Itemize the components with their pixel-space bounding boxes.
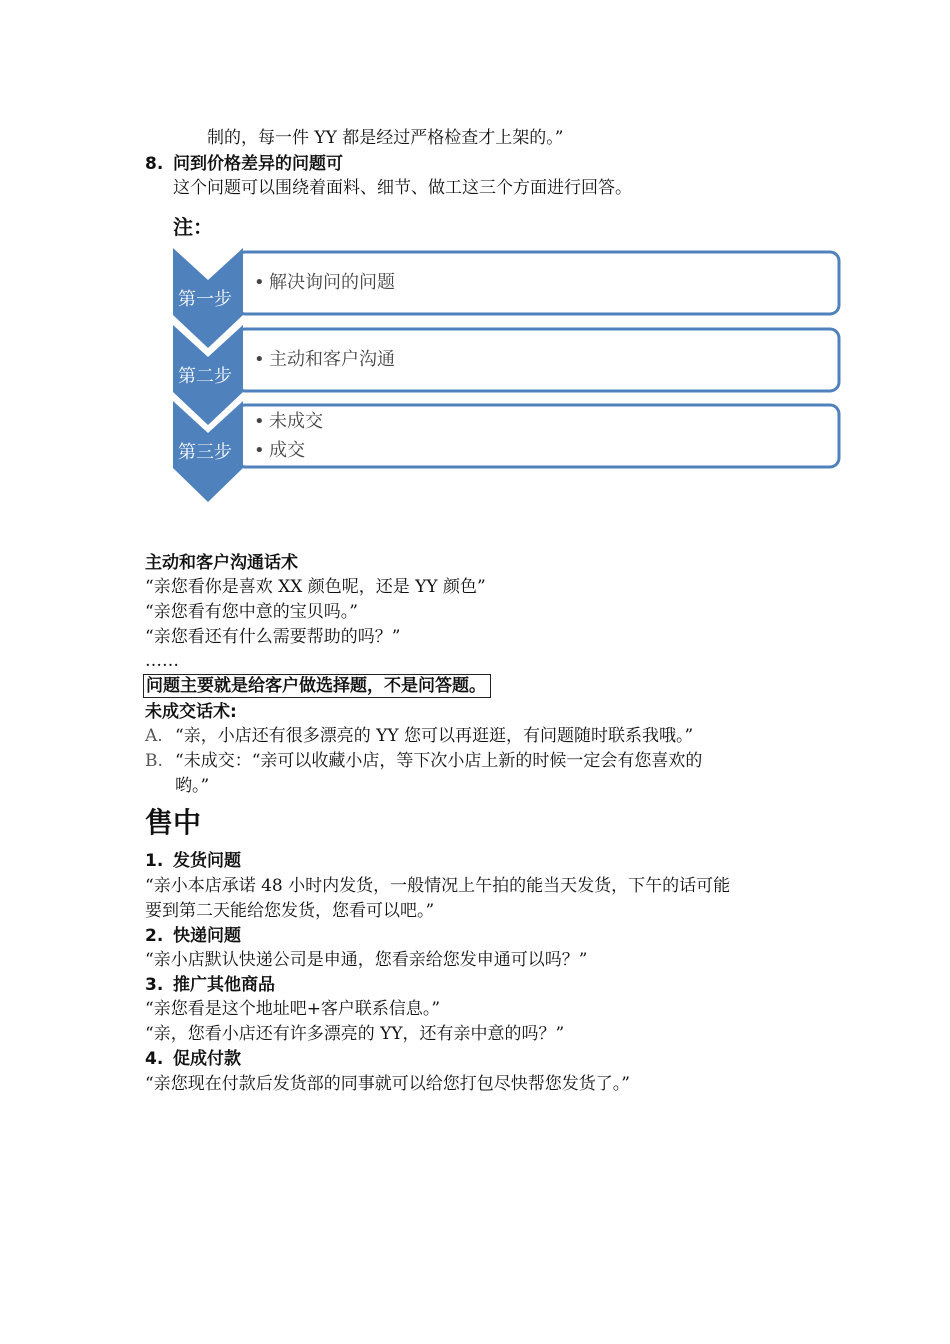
step1-bullet-1-text: 解决询问的问题 xyxy=(269,272,395,293)
item8-title: 问到价格差异的问题可 xyxy=(173,154,343,174)
item1-number: 1. xyxy=(145,851,164,871)
comm-line-2: “亲您看有您中意的宝贝吗。” xyxy=(145,602,358,622)
step3-bullet-1: • xyxy=(254,411,265,432)
comm-line-1: “亲您看你是喜欢 XX 颜色呢，还是 YY 颜色” xyxy=(145,577,486,597)
item2-title: 快递问题 xyxy=(173,926,241,946)
section-title: 售中 xyxy=(145,806,202,839)
step3-box xyxy=(236,405,839,467)
nodeal-heading: 未成交话术: xyxy=(145,702,237,722)
item1-title: 发货问题 xyxy=(173,851,241,871)
nodeal-b-text-1: “未成交：“亲可以收藏小店，等下次小店上新的时候一定会有您喜欢的 xyxy=(175,751,703,771)
step1-bullet-1: • xyxy=(254,272,265,293)
step3-bullet-1-text: 未成交 xyxy=(269,411,323,432)
steps-diagram xyxy=(170,245,850,510)
step3-bullet-2: • xyxy=(254,440,265,461)
item3-line-1: “亲您看是这个地址吧+客户联系信息。” xyxy=(145,999,441,1019)
nodeal-a-text: “亲，小店还有很多漂亮的 YY 您可以再逛逛，有问题随时联系我哦。” xyxy=(175,726,694,746)
item4-number: 4. xyxy=(145,1049,164,1069)
nodeal-a-marker: A. xyxy=(145,726,163,746)
nodeal-b-text-2: 哟。” xyxy=(175,776,210,796)
comm-line-3: “亲您看还有什么需要帮助的吗？” xyxy=(145,627,401,647)
item8-number: 8. xyxy=(145,154,164,174)
item8-desc: 这个问题可以围绕着面料、细节、做工这三个方面进行回答。 xyxy=(173,178,632,198)
step3-bullet-2-text: 成交 xyxy=(269,440,305,461)
item1-line-2: 要到第二天能给您发货，您看可以吧。” xyxy=(145,901,435,921)
item2-number: 2. xyxy=(145,926,164,946)
note-label: 注： xyxy=(173,215,213,239)
comm-heading: 主动和客户沟通话术 xyxy=(145,553,298,573)
item3-title: 推广其他商品 xyxy=(173,975,275,995)
item3-number: 3. xyxy=(145,975,164,995)
step2-bullet-1-text: 主动和客户沟通 xyxy=(269,349,395,370)
item4-line-1: “亲您现在付款后发货部的同事就可以给您打包尽快帮您发货了。” xyxy=(145,1074,630,1094)
item4-title: 促成付款 xyxy=(173,1049,241,1069)
step2-bullet-1: • xyxy=(254,349,265,370)
item2-line-1: “亲小店默认快递公司是申通，您看亲给您发申通可以吗？” xyxy=(145,950,588,970)
comm-line-4: …… xyxy=(145,651,179,671)
step1-label: 第一步 xyxy=(178,289,232,310)
nodeal-b-marker: B. xyxy=(145,751,163,771)
item3-line-2: “亲，您看小店还有许多漂亮的 YY，还有亲中意的吗？” xyxy=(145,1024,565,1044)
boxed-note: 问题主要就是给客户做选择题，不是问答题。 xyxy=(143,674,491,698)
step3-label: 第三步 xyxy=(178,442,232,463)
item1-line-1: “亲小本店承诺 48 小时内发货，一般情况上午拍的能当天发货，下午的话可能 xyxy=(145,876,731,896)
step2-label: 第二步 xyxy=(178,366,232,387)
continuation-text: 制的，每一件 YY 都是经过严格检查才上架的。” xyxy=(207,128,564,148)
